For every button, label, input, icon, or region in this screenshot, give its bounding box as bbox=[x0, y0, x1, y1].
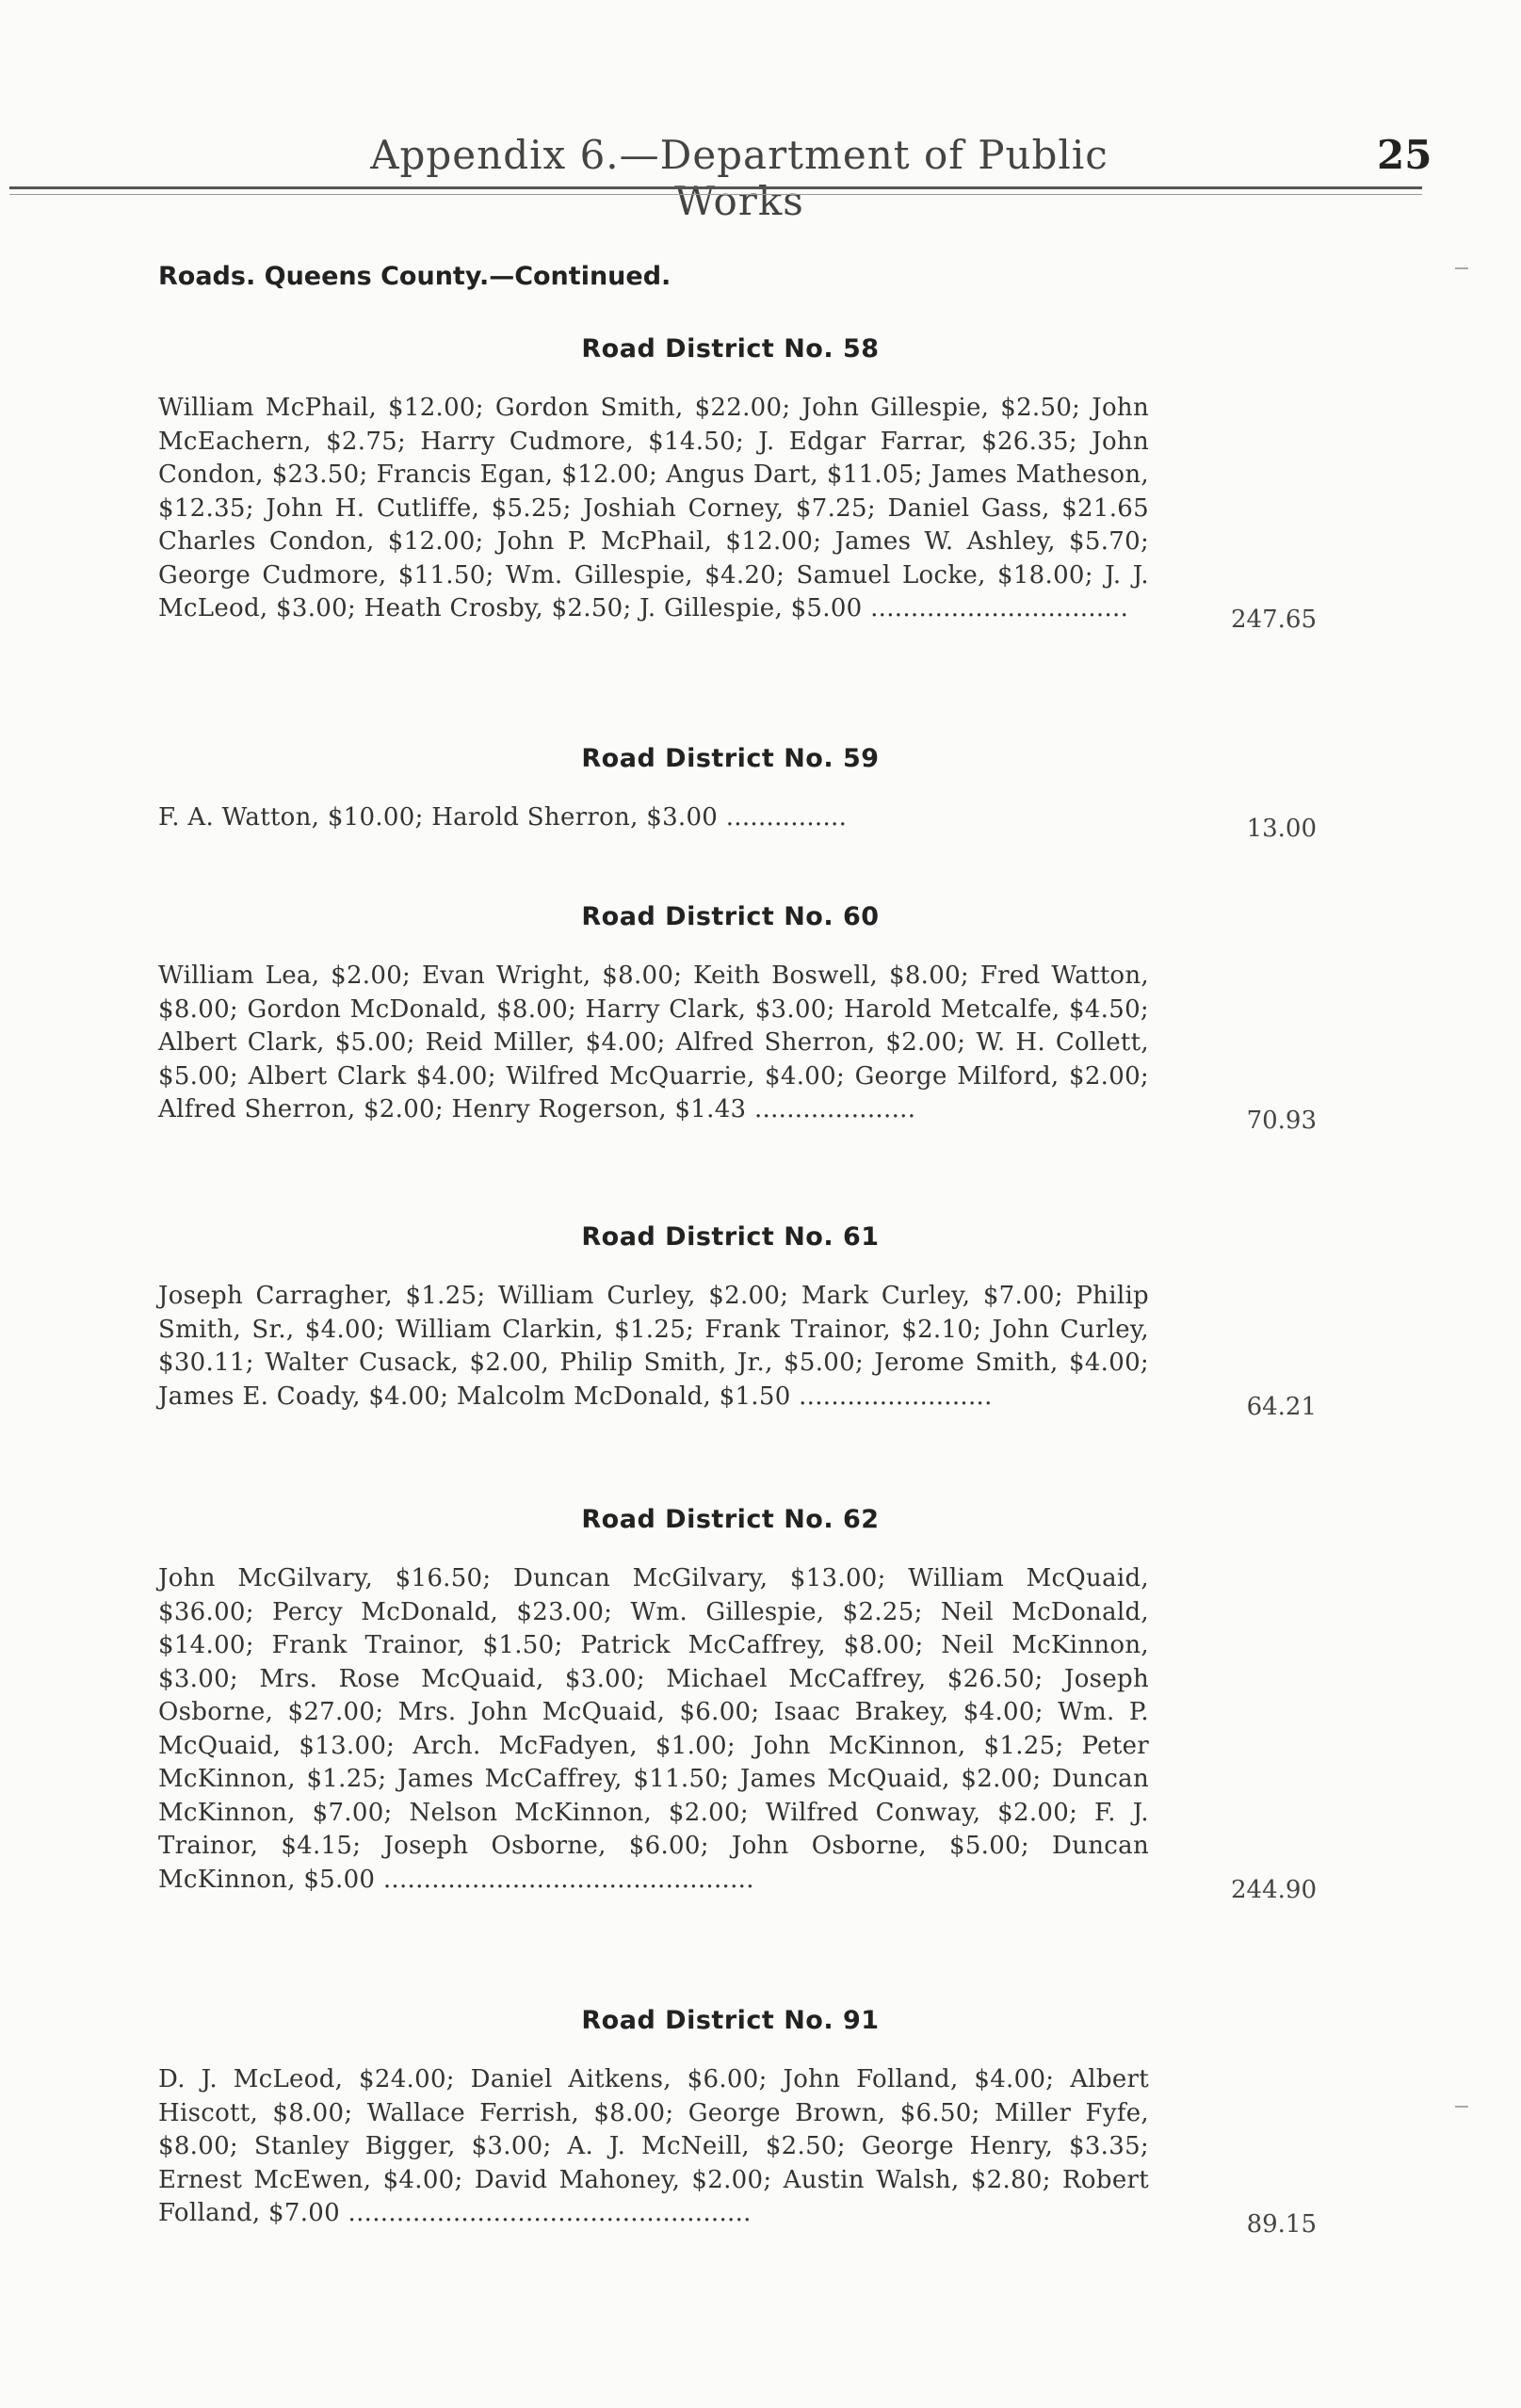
district-entry bbox=[158, 801, 1317, 843]
district-heading: Road District No. 91 bbox=[581, 2006, 880, 2035]
district-entry bbox=[158, 2063, 1317, 2238]
header-rule-thin bbox=[9, 194, 1422, 195]
district-total: 244.90 bbox=[1231, 1876, 1317, 1904]
district-heading: Road District No. 60 bbox=[581, 902, 880, 931]
district-total: 247.65 bbox=[1231, 605, 1317, 634]
district-total: 70.93 bbox=[1246, 1106, 1317, 1135]
district-total: 89.15 bbox=[1246, 2209, 1317, 2238]
district-entry-text: Joseph Carragher, $1.25; William Curley, $2.00; Mark Curley, $7.00; Philip Smith, Sr., $4.00; William Clarkin, $1.25; Frank Trainor, $2.10; John Curley, $30.11; Walter Cusack, $2.00, Philip Smith, Jr., $5.00; Jerome Smith, $4.00; James E. Coady, $4.00; Malcolm McDonald, $1.50 ........................ bbox=[158, 1282, 1149, 1411]
road-district-58 bbox=[158, 334, 1317, 634]
road-district-59 bbox=[158, 744, 1317, 843]
district-heading: Road District No. 61 bbox=[581, 1222, 880, 1252]
district-entry bbox=[158, 392, 1317, 634]
district-total: 64.21 bbox=[1246, 1393, 1317, 1421]
district-heading: Road District No. 62 bbox=[581, 1505, 880, 1534]
district-entry-text: William Lea, $2.00; Evan Wright, $8.00; Keith Boswell, $8.00; Fred Watton, $8.00; Gordon McDonald, $8.00; Harry Clark, $3.00; Harold Metcalfe, $4.50; Albert Clark, $5.00; Reid Miller, $4.00; Alfred Sherron, $2.00; W. H. Collett, $5.00; Albert Clark $4.00; Wilfred McQuarrie, $4.00; George Milford, $2.00; Alfred Sherron, $2.00; Henry Rogerson, $1.43 .................... bbox=[158, 962, 1149, 1123]
page-number: 25 bbox=[1377, 132, 1432, 178]
road-district-61 bbox=[158, 1222, 1317, 1421]
road-district-62 bbox=[158, 1505, 1317, 1904]
road-district-91 bbox=[158, 2006, 1317, 2238]
district-entry bbox=[158, 1562, 1317, 1904]
road-district-60 bbox=[158, 902, 1317, 1135]
district-entry-text: D. J. McLeod, $24.00; Daniel Aitkens, $6.00; John Folland, $4.00; Albert Hiscott, $8.00; Wallace Ferrish, $8.00; George Brown, $6.50; Miller Fyfe, $8.00; Stanley Bigger, $3.00; A. J. McNeill, $2.50; George Henry, $3.35; Ernest McEwen, $4.00; David Mahoney, $2.00; Austin Walsh, $2.80; Robert Folland, $7.00 .................................................. bbox=[158, 2065, 1149, 2227]
district-heading: Road District No. 59 bbox=[581, 744, 880, 773]
margin-mark bbox=[1455, 267, 1468, 269]
district-entry-text: John McGilvary, $16.50; Duncan McGilvary, $13.00; William McQuaid, $36.00; Percy McDonald, $23.00; Wm. Gillespie, $2.25; Neil McDonald, $14.00; Frank Trainor, $1.50; Patrick McCaffrey, $8.00; Neil McKinnon, $3.00; Mrs. Rose McQuaid, $3.00; Michael McCaffrey, $26.50; Joseph Osborne, $27.00; Mrs. John McQuaid, $6.00; Isaac Brakey, $4.00; Wm. P. McQuaid, $13.00; Arch. McFadyen, $1.00; John McKinnon, $1.25; Peter McKinnon, $1.25; James McCaffrey, $11.50; James McQuaid, $2.00; Duncan McKinnon, $7.00; Nelson McKinnon, $2.00; Wilfred Conway, $2.00; F. J. Trainor, $4.15; Joseph Osborne, $6.00; John Osborne, $5.00; Duncan McKinnon, $5.00 .............................................. bbox=[158, 1564, 1149, 1894]
district-entry bbox=[158, 1280, 1317, 1421]
district-total: 13.00 bbox=[1246, 814, 1317, 843]
district-heading: Road District No. 58 bbox=[581, 334, 880, 364]
page-header bbox=[0, 132, 1521, 224]
running-title: Appendix 6.—Department of Public Works bbox=[370, 132, 1108, 224]
margin-mark bbox=[1455, 2106, 1468, 2108]
district-entry-text: F. A. Watton, $10.00; Harold Sherron, $3.00 ............... bbox=[158, 803, 848, 832]
section-title: Roads. Queens County.—Continued. bbox=[158, 262, 672, 291]
header-rule bbox=[9, 186, 1422, 189]
district-entry bbox=[158, 960, 1317, 1135]
district-entry-text: William McPhail, $12.00; Gordon Smith, $22.00; John Gillespie, $2.50; John McEachern, $2.75; Harry Cudmore, $14.50; J. Edgar Farrar, $26.35; John Condon, $23.50; Francis Egan, $12.00; Angus Dart, $11.05; James Matheson, $12.35; John H. Cutliffe, $5.25; Joshiah Corney, $7.25; Daniel Gass, $21.65 Charles Condon, $12.00; John P. McPhail, $12.00; James W. Ashley, $5.70; George Cudmore, $11.50; Wm. Gillespie, $4.20; Samuel Locke, $18.00; J. J. McLeod, $3.00; Heath Crosby, $2.50; J. Gillespie, $5.00 ................................ bbox=[158, 394, 1149, 622]
